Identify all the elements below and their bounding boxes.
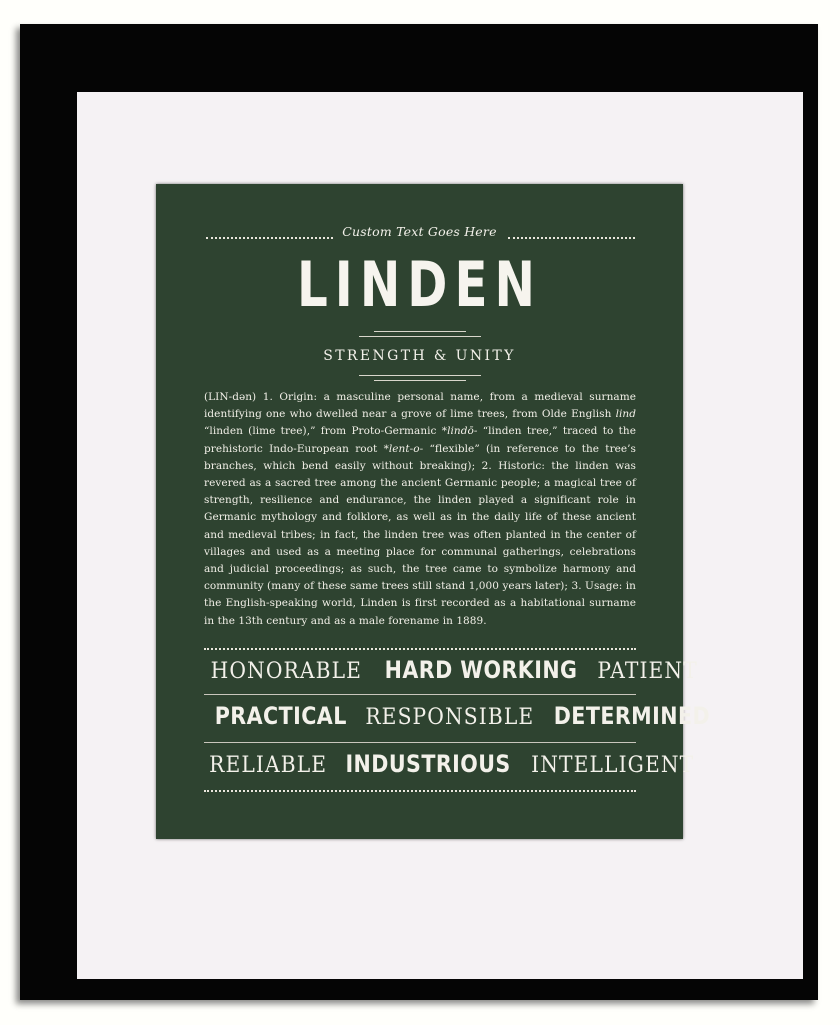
trait-row (204, 656, 698, 684)
trait-word: INDUSTRIOUS (345, 750, 511, 778)
trait-word: HARD WORKING (384, 656, 578, 684)
trait-word: RELIABLE (209, 753, 328, 778)
definition-text: (LIN-dən) 1. Origin: a masculine personal name, from a medieval surname identifying one who dwelled near a grove of lime trees, from Olde English (204, 391, 636, 421)
trait-row (204, 750, 695, 778)
definition-italic-term: *lindō- (441, 425, 478, 438)
title-rule-2 (359, 336, 481, 337)
name-title: LINDEN (296, 248, 543, 321)
trait-row (204, 702, 711, 730)
trait-row-divider (204, 694, 636, 695)
custom-text: Custom Text Goes Here (342, 224, 497, 239)
tagline-rule-2 (374, 380, 466, 381)
definition-text: “linden tree,” traced to the prehistoric Indo-European root (204, 425, 636, 455)
definition-italic-term: lind (615, 408, 636, 421)
name-art-print (156, 184, 711, 839)
definition-text: “flexible” (in reference to the tree’s branches, which bend easily without breaking); 2. Historic: the linden was revered as a sacred tree among the ancient Germanic people; a magical tree of strength, resilience and endurance, the linden played a significant role in Germanic mythology and folklore, as well as in the daily life of these ancient and medieval tribes; in fact, the linden tree was often planted in the center of villages and used as a meeting place for communal gatherings, celebrations and judicial proceedings; as such, the tree came to symbolize harmony and community (many of these same trees still stand 1,000 years later); 3. Usage: in the English-speaking world, Linden is first recorded as a habitational surname in the 13th century and as a male forename in 1889. (204, 442, 636, 627)
trait-word: PRACTICAL (214, 702, 347, 730)
name-tagline: STRENGTH & UNITY (323, 348, 516, 364)
name-definition (204, 389, 636, 630)
title-rule-1 (374, 331, 466, 332)
trait-word: HONORABLE (210, 659, 363, 684)
definition-text: “linden (lime tree),” from Proto-Germanic (204, 425, 442, 438)
trait-word: DETERMINED (553, 702, 711, 730)
traits-dotted-line-bottom (204, 790, 636, 792)
trait-word: INTELLIGENT (531, 753, 695, 778)
tagline-rule-1 (359, 375, 481, 376)
trait-row-divider (204, 742, 636, 743)
traits-dotted-line-top (204, 648, 636, 650)
trait-word: PATIENT (597, 659, 698, 684)
definition-italic-term: *lent-o- (383, 442, 424, 455)
trait-word: RESPONSIBLE (364, 705, 534, 730)
